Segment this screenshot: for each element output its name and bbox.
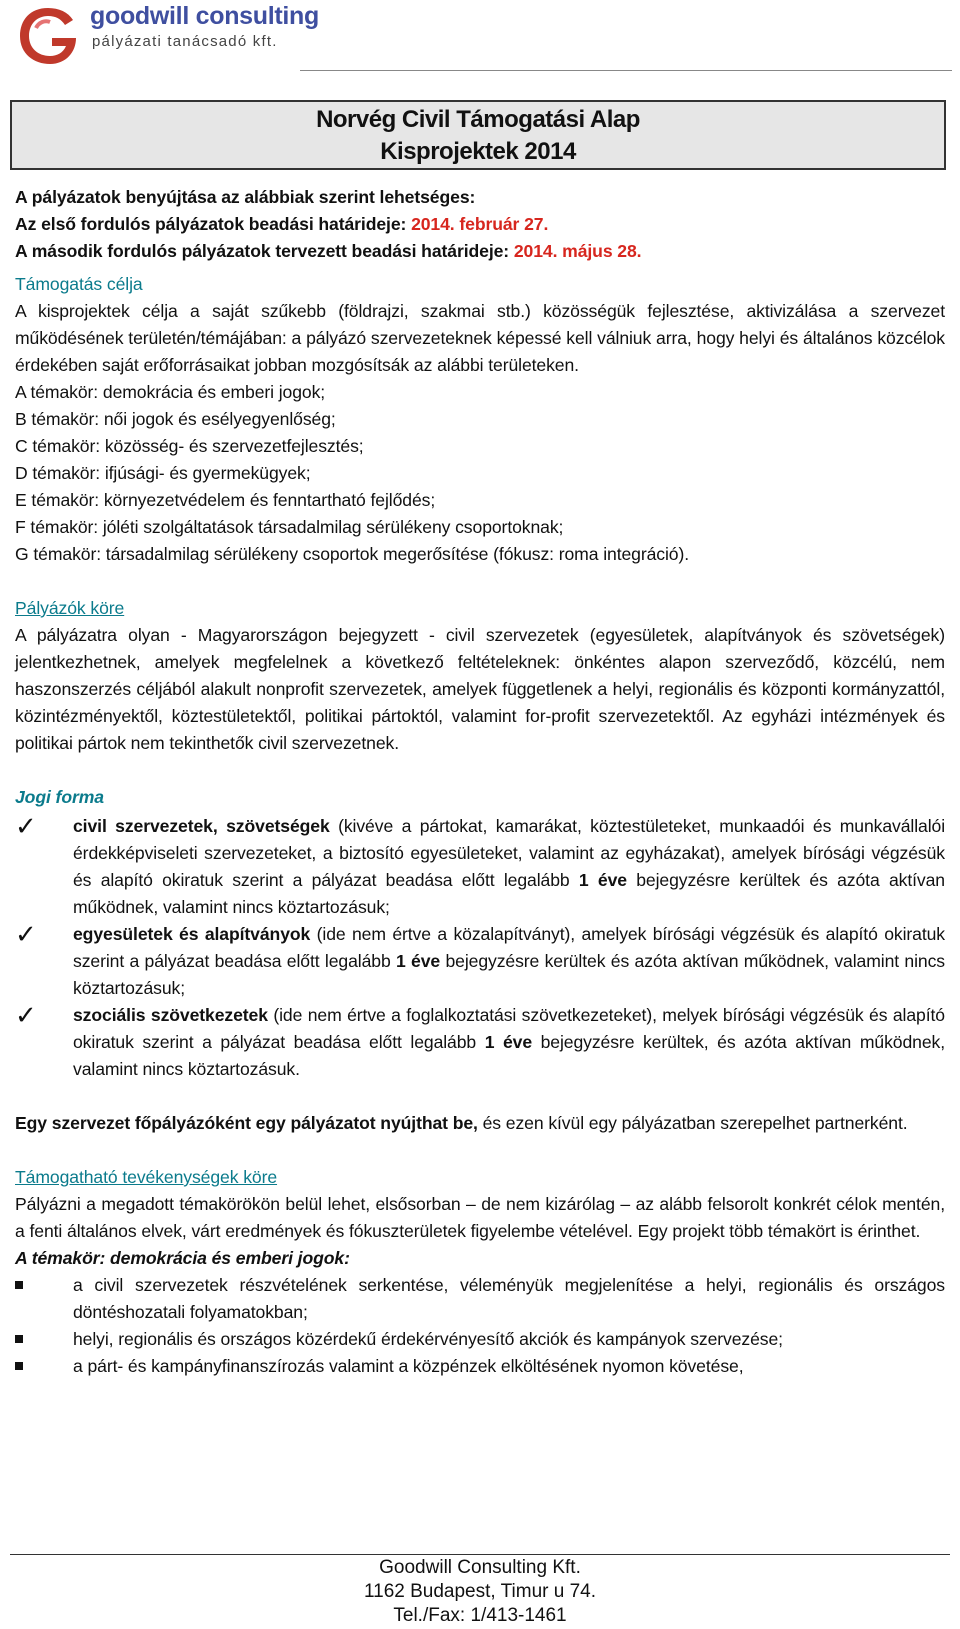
item-text: (ide nem értve a közalapítványt), amelyek bírósági végzésük és alapító okiratuk szerint a pályázat beadása előtt legalább [73,924,945,971]
footer-address: 1162 Budapest, Timur u 74. [363,1581,597,1602]
fopalyazo-paragraph [15,1110,945,1137]
topic-line: G témakör: társadalmilag sérülékeny csoportok megerősítése (fókusz: roma integráció). [15,544,690,564]
page-footer [0,1556,960,1628]
legal-form-list [15,813,945,1083]
square-bullet-icon [15,1281,23,1289]
deadline-2-label: A második fordulós pályázatok tervezett beadási határideje: [15,241,514,261]
topic-line: B témakör: női jogok és esélyegyenlőség; [15,409,336,429]
item-text: (kivéve a pártokat, kamarákat, köztestületeket, munkaadói és munkavállalói érdekképviseleti szervezeteket, a biztosító egyesületeket, valamint az egyházakat), amelyek bírósági végzésük és alapító okiratuk szerint a pályázat beadása előtt legalább [73,816,945,890]
list-item [15,813,945,921]
list-item [15,1002,945,1083]
fopalyazo-bold: Egy szervezet főpályázóként egy pályázatot nyújthat be, [15,1113,478,1133]
item-bold-duration: 1 éve [484,1032,533,1052]
topic-line: A témakör: demokrácia és emberi jogok; [15,382,326,402]
logo-name: goodwill consulting [90,2,319,30]
section-heading-tevekenysegek: Támogatható tevékenységek köre [15,1167,278,1187]
checkmark-icon: ✓ [15,919,37,949]
activity-list [15,1272,945,1380]
square-bullet-icon [15,1335,23,1343]
footer-phone: Tel./Fax: 1/413-1461 [393,1605,567,1626]
section-heading-jogi-forma: Jogi forma [15,787,104,807]
topic-line: E témakör: környezetvédelem és fenntartható fejlődés; [15,490,436,510]
item-text: a civil szervezetek részvételének serkentése, véleményük megjelenítése a helyi, regionális és országos döntéshozatali folyamatokban; [73,1275,945,1322]
item-bold: szociális szövetkezetek [73,1005,268,1025]
item-text: a párt- és kampányfinanszírozás valamint a közpénzek elköltésének nyomon követése, [73,1356,744,1376]
document-title: Norvég Civil Támogatási Alap [316,106,640,133]
footer-company: Goodwill Consulting Kft. [379,1557,581,1578]
square-bullet-icon [15,1362,23,1370]
subheading-a-temakor: A témakör: demokrácia és emberi jogok: [15,1248,350,1268]
item-text: (ide nem értve a foglalkoztatási szövetkezeteket), melyek bírósági végzésük és alapító okiratuk szerint a pályázat beadása előtt legalább [73,1005,945,1052]
topic-line: C témakör: közösség- és szervezetfejlesztés; [15,436,364,456]
list-item [15,1272,945,1326]
list-item [15,1326,945,1353]
logo-tagline: pályázati tanácsadó kft. [92,33,278,50]
checkmark-icon: ✓ [15,811,37,841]
deadline-1-date: 2014. február 27. [411,214,549,234]
item-text: helyi, regionális és országos közérdekű érdekérvényesítő akciók és kampányok szervezése; [73,1329,783,1349]
tamogatas-text: A kisprojektek célja a saját szűkebb (földrajzi, szakmai stb.) közösségük fejlesztése, aktivizálása a szervezet működésének területén/témájában: a pályázó szervezeteknek képessé kell válniuk arra, hogy helyi és általános közcélok érdekében saját erőforrásaikat jobban mozgósítsák az alábbi területeken. [15,301,945,375]
section-heading-tamogatas: Támogatás célja [15,274,143,294]
company-logo [16,2,319,72]
list-item [15,921,945,1002]
logo-mark-icon [16,4,80,68]
topic-line: F témakör: jóléti szolgáltatások társadalmilag sérülékeny csoportoknak; [15,517,564,537]
deadline-1-label: Az első fordulós pályázatok beadási határideje: [15,214,412,234]
item-bold-duration: 1 éve [396,951,441,971]
item-text: bejegyzésre kerültek és azóta aktívan működnek, valamint nincs köztartozásuk; [73,951,945,998]
section-heading-palyazok: Pályázók köre [15,598,125,618]
intro-deadline-1 [15,211,945,238]
deadline-2-date: 2014. május 28. [513,241,642,261]
item-text: bejegyzésre kerültek, és azóta aktívan működnek, valamint nincs köztartozásuk. [73,1032,945,1079]
item-bold: civil szervezetek, szövetségek [73,816,330,836]
tevekenysegek-text: Pályázni a megadott témakörökön belül lehet, elsősorban – de nem kizárólag – az alább felsorolt konkrét célok mentén, a fenti általános elvek, várt eredmények és fókuszterületek figyelembe vételével. Egy projekt több témakört is érinthet. [15,1194,945,1241]
palyazok-text: A pályázatra olyan - Magyarországon bejegyzett - civil szervezetek (egyesületek, alapítványok és szövetségek) jelentkezhetnek, amelyek megfelelnek a következő feltételeknek: önkéntes alapon szerveződő, közcélú, nem haszonszerzés céljából alakult nonprofit szervezetek, amelyek függetlenek a helyi, regionális és központi kormányzattól, közintézményektől, köztestületektől, politikai pártoktól, valamint for-profit szervezetektől. Az egyházi intézmények és politikai pártok nem tekinthetők civil szervezetnek. [15,625,945,753]
checkmark-icon: ✓ [15,1000,37,1030]
intro-line: A pályázatok benyújtása az alábbiak szerint lehetséges: [15,187,476,207]
header-divider [300,70,952,71]
document-body [15,184,945,1380]
footer-divider [10,1554,950,1555]
document-subtitle: Kisprojektek 2014 [380,138,576,165]
item-bold: egyesületek és alapítványok [73,924,311,944]
fopalyazo-text: és ezen kívül egy pályázatban szerepelhet partnerként. [477,1113,908,1133]
list-item [15,1353,945,1380]
intro-deadline-2 [15,238,945,265]
item-bold-duration: 1 éve [578,870,627,890]
topic-line: D témakör: ifjúsági- és gyermekügyek; [15,463,311,483]
item-text: bejegyzésre kerültek és azóta aktívan működnek, valamint nincs köztartozásuk; [73,870,945,917]
title-box [10,100,946,170]
